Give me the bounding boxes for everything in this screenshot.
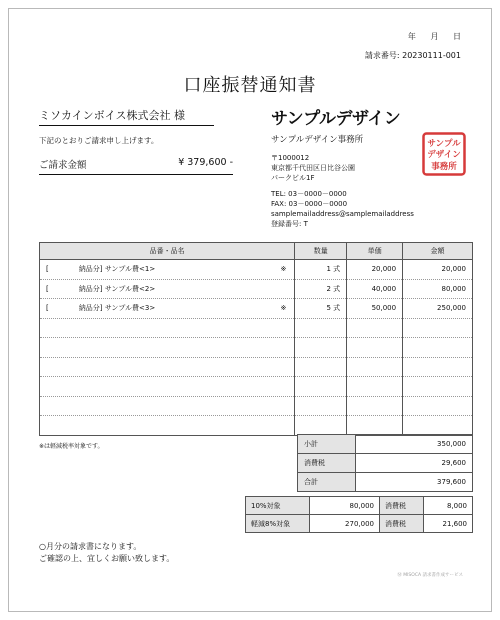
invoice-page (8, 8, 492, 612)
issuer-company: サンプルデザイン事務所 (271, 135, 364, 145)
footer-message (39, 541, 174, 565)
item-qty: 1 式 (295, 260, 347, 280)
reduced-tax-note: ※は軽減税率対象です。 (39, 443, 104, 450)
item-name-cell (40, 377, 295, 397)
billing-total (39, 157, 233, 175)
item-unit-price (347, 377, 403, 397)
table-row (40, 260, 473, 280)
item-name-cell (40, 338, 295, 358)
subtotal-value: 350,000 (356, 435, 473, 454)
tax-rate-label: 軽減8%対象 (246, 515, 310, 533)
item-qty (295, 396, 347, 416)
totals-table (297, 434, 473, 492)
issuer-address-line2: パークビル1F (271, 174, 315, 182)
items-header-row (40, 243, 473, 260)
item-name: 納品分] サンプル費<1> (78, 265, 156, 274)
tax-label: 消費税 (298, 454, 356, 473)
item-unit-price (347, 318, 403, 338)
reduced-tax-mark: ※ (280, 304, 287, 312)
item-qty: 2 式 (295, 279, 347, 299)
grand-total-value: 379,600 (356, 473, 473, 492)
item-qty (295, 357, 347, 377)
item-unit-price (347, 396, 403, 416)
item-amount (403, 318, 473, 338)
tax-rate-label: 10%対象 (246, 497, 310, 515)
item-amount (403, 357, 473, 377)
col-header-unit: 単価 (347, 243, 403, 260)
item-qty (295, 338, 347, 358)
item-name-cell (40, 318, 295, 338)
items-table (39, 242, 473, 436)
tax-row (298, 454, 473, 473)
tax-amount-label: 消費税 (380, 515, 424, 533)
item-name: 納品分] サンプル費<2> (78, 284, 156, 293)
item-amount (403, 416, 473, 436)
item-amount: 250,000 (403, 299, 473, 319)
item-amount (403, 338, 473, 358)
table-row (40, 318, 473, 338)
footer-line-1: ○月分の請求書になります。 (39, 542, 142, 551)
item-name: 納品分] サンプル費<3> (78, 304, 156, 313)
reduced-tax-mark: ※ (280, 265, 287, 273)
date-month: 月 (430, 32, 439, 41)
item-name-cell (40, 396, 295, 416)
client-name: ミソカインボイス株式会社 様 (39, 107, 214, 126)
tax-amount: 8,000 (424, 497, 473, 515)
issuer-address (271, 153, 355, 183)
company-logo (271, 107, 401, 129)
logo-text: サンプルデザイン (271, 109, 401, 129)
svg-text:事務所: 事務所 (431, 162, 457, 172)
issuer-email: samplemailaddress@samplemailaddress (271, 210, 414, 218)
grand-total-label: 合計 (298, 473, 356, 492)
item-bracket: [ (46, 284, 49, 293)
item-qty (295, 318, 347, 338)
item-amount: 80,000 (403, 279, 473, 299)
item-unit-price (347, 338, 403, 358)
billing-total-label: ご請求金額 (39, 160, 87, 171)
intro-text: 下記のとおりご請求申し上げます。 (39, 136, 159, 145)
item-name-cell (40, 357, 295, 377)
tax-amount-label: 消費税 (380, 497, 424, 515)
col-header-name: 品番・品名 (40, 243, 295, 260)
date-year: 年 (407, 32, 416, 41)
issuer-registration: 登録番号: T (271, 220, 308, 228)
item-unit-price: 50,000 (347, 299, 403, 319)
invoice-number: 請求番号: 20230111-001 (364, 51, 461, 60)
tax-breakdown-row (246, 515, 473, 533)
svg-text:デザイン: デザイン (427, 150, 461, 160)
subtotal-row (298, 435, 473, 454)
item-unit-price: 20,000 (347, 260, 403, 280)
item-name-cell (40, 260, 295, 280)
col-header-qty: 数量 (295, 243, 347, 260)
item-name-cell (40, 416, 295, 436)
table-row (40, 279, 473, 299)
col-header-amount: 金額 (403, 243, 473, 260)
date-day: 日 (453, 32, 461, 41)
footer-line-2: ご確認の上、宜しくお願い致します。 (39, 554, 175, 563)
issuer-fax: FAX: 03－0000－0000 (271, 200, 348, 208)
item-bracket: [ (46, 304, 49, 313)
subtotal-label: 小計 (298, 435, 356, 454)
table-row (40, 396, 473, 416)
tax-amount: 21,600 (424, 515, 473, 533)
issuer-contacts (271, 189, 414, 229)
issuer-postal: 〒1000012 (271, 154, 310, 162)
item-unit-price (347, 357, 403, 377)
table-row (40, 299, 473, 319)
table-row (40, 377, 473, 397)
tax-breakdown-row (246, 497, 473, 515)
item-unit-price: 40,000 (347, 279, 403, 299)
item-unit-price (347, 416, 403, 436)
tax-breakdown-table (245, 496, 473, 533)
tax-value: 29,600 (356, 454, 473, 473)
svg-text:サンプル: サンプル (427, 139, 461, 149)
table-row (40, 338, 473, 358)
taxable-amount: 270,000 (310, 515, 380, 533)
company-seal (422, 132, 466, 176)
item-amount (403, 396, 473, 416)
issuer-tel: TEL: 03－0000－0000 (271, 190, 347, 198)
table-row (40, 416, 473, 436)
service-brand: Ⓜ MISOCA 請求書作成サービス (397, 573, 463, 578)
grand-total-row (298, 473, 473, 492)
item-name-cell (40, 299, 295, 319)
item-amount (403, 377, 473, 397)
item-qty (295, 416, 347, 436)
issuer-address-line1: 東京都千代田区日比谷公園 (271, 164, 355, 172)
table-row (40, 357, 473, 377)
taxable-amount: 80,000 (310, 497, 380, 515)
item-amount: 20,000 (403, 260, 473, 280)
billing-total-value: ¥ 379,600 - (178, 157, 233, 168)
item-name-cell (40, 279, 295, 299)
issue-date (396, 31, 461, 42)
item-bracket: [ (46, 265, 49, 274)
item-qty: 5 式 (295, 299, 347, 319)
item-qty (295, 377, 347, 397)
document-title: 口座振替通知書 (183, 75, 317, 96)
